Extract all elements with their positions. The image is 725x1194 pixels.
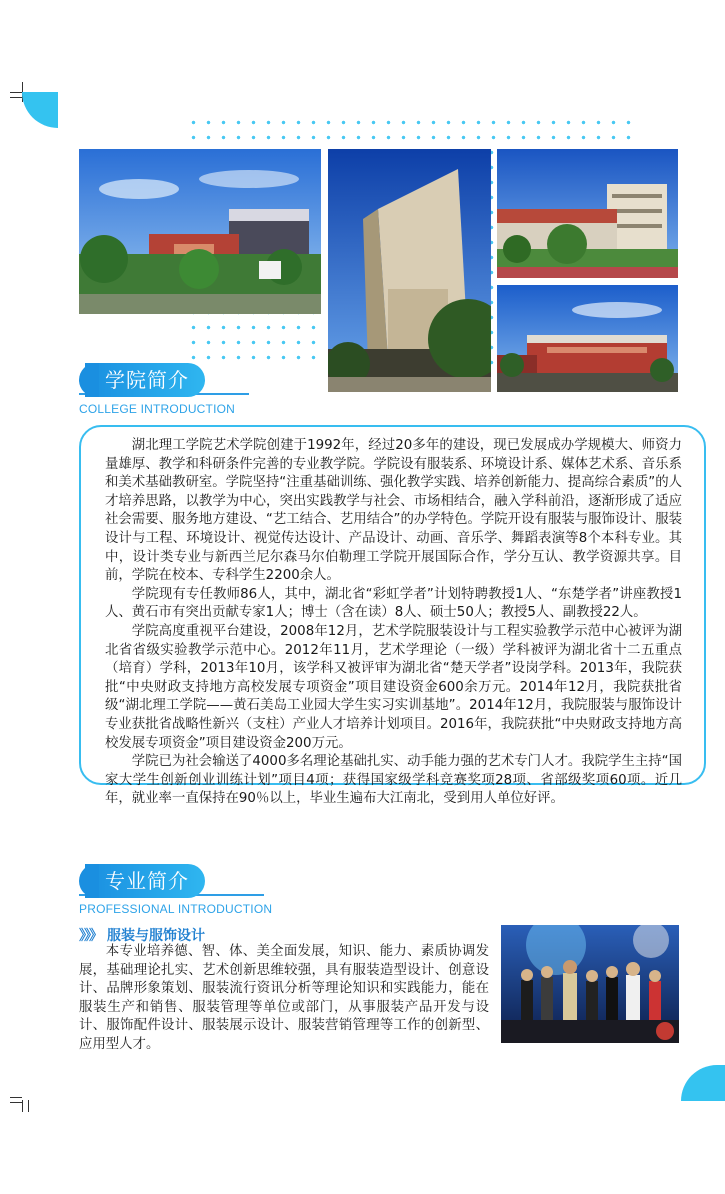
intro-paragraph: 学院现有专任教师86人，其中，湖北省“彩虹学者”计划特聘教授1人、“东楚学者”讲座教授1人、黄石市有突出贡献专家1人；博士（含在读）8人、硕士50人；教授5人、副教授22人。 <box>105 586 682 621</box>
section-subheading-college: COLLEGE INTRODUCTION <box>79 402 236 416</box>
campus-photo-2 <box>328 149 491 392</box>
campus-photo-4 <box>497 285 678 392</box>
fashion-show-photo <box>501 925 679 1043</box>
campus-photo-1 <box>79 149 321 314</box>
crop-mark <box>22 1100 23 1112</box>
campus-photo-3 <box>497 149 678 278</box>
crop-mark <box>10 97 22 98</box>
dot-pattern-left <box>186 305 326 365</box>
major-description: 本专业培养德、智、体、美全面发展，知识、能力、素质协调发展，基础理论扎实、艺术创新思维较强，具有服装造型设计、创意设计、品牌形象策划、服装流行资讯分析等理论知识和实践能力，能在服装生产和销售、服装管理等单位或部门，从事服装产品开发与设计、服饰配件设计、服装展示设计、服装营销管理等工作的创新型、应用型人才。 <box>79 944 489 1052</box>
college-intro-box <box>79 425 706 807</box>
intro-paragraph: 学院高度重视平台建设，2008年12月，艺术学院服装设计与工程实验教学示范中心被评为湖北省省级实验教学示范中心。2012年11月，艺术学理论（一级）学科被评为湖北省十二五重点（培育）学科，2013年10月，该学科又被评审为湖北省“楚天学者”设岗学科。2013年，我院获批“中央财政支持地方高校发展专项资金”项目建设资金600余万元。2014年12月，我院获批省级“湖北理工学院——黄石美岛工业园大学生实习实训基地”。2014年12月，我院服装与服饰设计专业获批省战略性新兴（支柱）产业人才培养计划项目。2016年，我院获批“中央财政支持地方高校发展专项资金”项目建设资金200万元。 <box>105 623 682 751</box>
section-heading-text: 学院简介 <box>105 368 189 392</box>
intro-paragraph: 学院已为社会输送了4000多名理论基础扎实、动手能力强的艺术专门人才。我院学生主持“国家大学生创新创业训练计划”项目4项；获得国家级学科竞赛奖项28项、省部级奖项60项。近几年，就业率一直保持在90％以上，毕业生遍布大江南北，受到用人单位好评。 <box>105 754 682 807</box>
major-title <box>79 925 205 945</box>
section-heading-professional <box>85 864 205 898</box>
section-heading-college <box>85 363 205 397</box>
triple-chevron-icon: 》》》 <box>79 928 101 944</box>
crop-mark <box>28 1100 29 1112</box>
section-subheading-professional: PROFESSIONAL INTRODUCTION <box>79 902 273 916</box>
major-title-text: 服装与服饰设计 <box>107 928 205 944</box>
decorative-quarter-circle <box>22 92 58 128</box>
intro-paragraph: 湖北理工学院艺术学院创建于1992年，经过20多年的建设，现已发展成办学规模大、师资力量雄厚、教学和科研条件完善的专业教学院。学院设有服装系、环境设计系、媒体艺术系、音乐系和美术基础教研室。学院坚持“注重基础训练、强化教学实践、培养创新能力、提高综合素质”的人才培养思路，以教学为中心，突出实践教学与社会、市场相结合，融入学科前沿，逐渐形成了适应社会需要、服务地方建设、“艺工结合、艺用结合”的办学特色。学院开设有服装与服饰设计、服装设计与工程、环境设计、视觉传达设计、产品设计、动画、音乐学、舞蹈表演等8个本科专业。其中，设计类专业与新西兰尼尔森马尔伯勒理工学院开展国际合作，学分互认、教学资源共享。目前，学院在校本、专科学生2200余人。 <box>105 438 682 584</box>
decorative-quarter-circle <box>681 1065 725 1101</box>
section-heading-text: 专业简介 <box>105 869 189 893</box>
dot-pattern-top <box>186 115 640 145</box>
crop-mark <box>10 1097 22 1098</box>
crop-mark <box>10 1102 22 1103</box>
